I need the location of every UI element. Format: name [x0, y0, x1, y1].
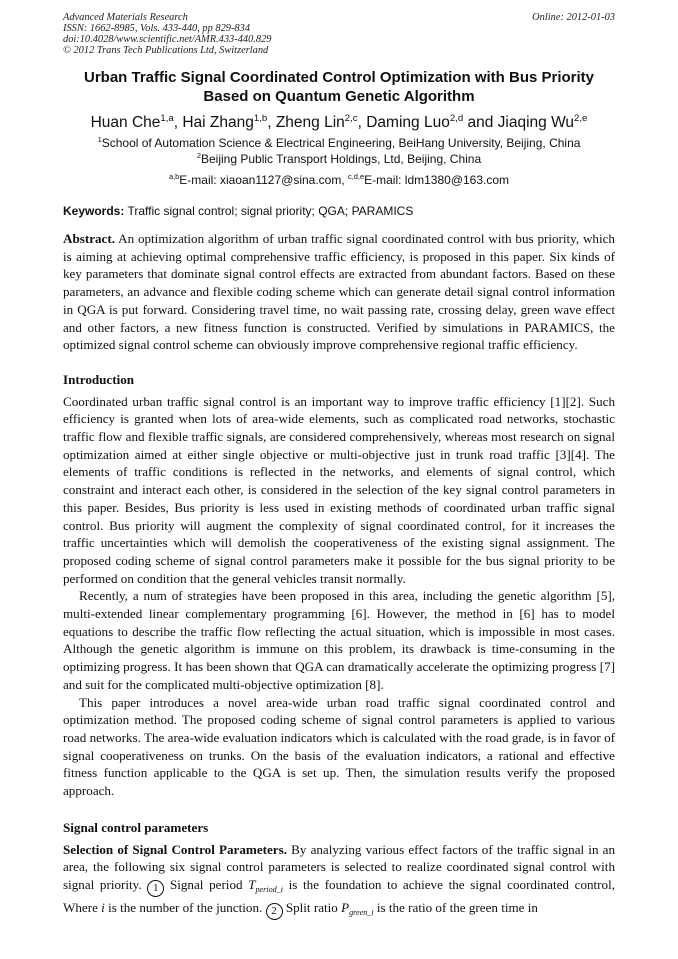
- body-text: By analyzing various effect factors of the traffic signal in an area, the following six signal control parameters is selected to realize coordinated signal control with signal priority.: [63, 841, 615, 892]
- body-text: is the number of the junction.: [104, 899, 266, 915]
- author-separator: ,: [267, 114, 276, 131]
- author-affiliation-mark: 2,c: [344, 112, 358, 124]
- abstract: [63, 230, 615, 354]
- signal-paragraph: [63, 841, 615, 922]
- variable-subscript: period_i: [255, 884, 283, 894]
- email-line: [63, 172, 615, 188]
- variable-symbol: P: [341, 899, 350, 915]
- body-text: Split ratio: [282, 899, 342, 915]
- paper-title: Urban Traffic Signal Coordinated Control Optimization with Bus Priority Based on Quantum Genetic Algorithm: [83, 69, 595, 105]
- affiliation-text: Beijing Public Transport Holdings, Ltd, Beijing, China: [200, 152, 482, 166]
- keywords-label: Keywords:: [63, 204, 125, 218]
- author-name: Hai Zhang: [182, 114, 254, 131]
- variable-symbol: i: [101, 899, 105, 915]
- affiliation-mark: 2: [196, 151, 201, 160]
- body-text: is the foundation to achieve the signal coordinated control, Where: [63, 876, 615, 915]
- author-separator: and: [463, 114, 498, 131]
- circled-number-1: 1: [147, 880, 164, 897]
- author-affiliation-mark: 1,a: [160, 112, 174, 124]
- email-mark: c,d,e: [348, 172, 365, 181]
- email-text: E-mail: ldm1380@163.com: [364, 173, 510, 187]
- issn-line: ISSN: 1662-8985, Vols. 433-440, pp 829-834: [63, 23, 251, 34]
- journal-header: [63, 12, 615, 56]
- affiliation-mark: 1: [97, 135, 102, 144]
- variable-subscript: green_i: [349, 907, 374, 917]
- author-name: Huan Che: [90, 114, 161, 131]
- section-heading-signal-parameters: Signal control parameters: [63, 819, 209, 835]
- copyright-line: © 2012 Trans Tech Publications Ltd, Switzerland: [63, 45, 269, 56]
- author-name: Jiaqing Wu: [497, 114, 575, 131]
- body-text: is the ratio of the green time in: [373, 899, 538, 915]
- body-text: Signal period: [164, 876, 249, 892]
- affiliation-1: [63, 135, 615, 151]
- affiliation-text: School of Automation Science & Electrical Engineering, BeiHang University, Beijing, China: [101, 136, 581, 150]
- circled-number-2: 2: [266, 903, 283, 920]
- keywords-text: Traffic signal control; signal priority; QGA; PARAMICS: [127, 204, 414, 218]
- author-affiliation-mark: 2,d: [449, 112, 464, 124]
- email-mark: a,b: [168, 172, 180, 181]
- author-affiliation-mark: 2,e: [574, 112, 588, 124]
- intro-paragraph-1: Coordinated urban traffic signal control is an important way to improve traffic efficiency [1][2]. Such efficiency is granted when lots of area-wide elements, such as complicated road networks, stochastic traffic flow and flexible traffic signals, are considered comprehensively, whereas most research on signal optimization aimed at either single objective or multi-objective just in trunk road traffic [3][4]. The elements of traffic conditions is reflected in the networks, and elements of signal control, which constraint and interact each other, is considered in the selection of the key signal control parameters in this paper. Besides, Bus priority is less used in existing methods of coordinated urban traffic signal control. Bus priority will augment the complexity of signal coordinated control, for it increases the traffic uncertainties which will demolish the cooperativeness of the existing signal assignment. The proposed coding scheme of signal control parameters make it possible for the bus signal priority to be performed on condition that the general vehicles transit normally.: [63, 393, 615, 586]
- subsection-heading: Selection of Signal Control Parameters.: [63, 841, 287, 857]
- paper-page: [63, 12, 615, 921]
- intro-paragraph-3: This paper introduces a novel area-wide urban road traffic signal coordinated control and optimization method. The proposed coding scheme of signal control parameters is applied to various road networks. The area-wide evaluation indicators which is calculated with the road grade, is in favor of signal cooperativeness on trunks. On the basis of the evaluation indicators, a rational and effective fitness function applicable to the QGA is set up. Then, the simulation results verify the proposed approach.: [63, 694, 615, 799]
- author-affiliation-mark: 1,b: [253, 112, 268, 124]
- doi-line: doi:10.4028/www.scientific.net/AMR.433-440.829: [63, 34, 272, 45]
- author-name: Zheng Lin: [275, 114, 345, 131]
- intro-paragraph-2: Recently, a num of strategies have been proposed in this area, including the genetic algorithm [5], multi-extended linear complementary programming [6]. However, the method in [6] has to model equations to describe the traffic flow reflecting the actual situation, which is impossible in most cases. Although the genetic algorithm is immune on this problem, its drawback is time-consuming in the optimizing progress. It has been shown that QGA can dramatically accelerate the optimizing progress [7] and suit for the complicated multi-objective optimization [8].: [63, 588, 615, 692]
- affiliation-2: [63, 151, 615, 167]
- author-list: [63, 112, 615, 133]
- journal-name: Advanced Materials Research: [63, 12, 188, 23]
- author-separator: ,: [357, 114, 367, 131]
- abstract-label: Abstract.: [63, 231, 115, 246]
- variable-symbol: T: [248, 876, 256, 892]
- author-separator: ,: [173, 114, 183, 131]
- online-date: Online: 2012-01-03: [532, 12, 615, 23]
- email-text: E-mail: xiaoan1127@sina.com,: [179, 173, 348, 187]
- keywords: [63, 203, 615, 219]
- abstract-text: An optimization algorithm of urban traffic signal coordinated control with bus priority, which is aiming at achieving optimal comprehensive traffic efficiency, is proposed in this paper. Six kinds of key parameters that dominate signal control effects are extracted from abundant factors. Based on these parameters, an advance and flexible coding scheme which can generate detail signal control information in QGA is put forward. Considering travel time, no wait passing rate, crossing delay, green wave effect and other factors, a new fitness function is constructed. Verified by simulations in PARAMICS, the optimized signal control scheme can obviously improve comprehensive regional traffic efficiency.: [63, 231, 615, 353]
- section-heading-introduction: Introduction: [63, 371, 135, 387]
- author-name: Daming Luo: [366, 114, 450, 131]
